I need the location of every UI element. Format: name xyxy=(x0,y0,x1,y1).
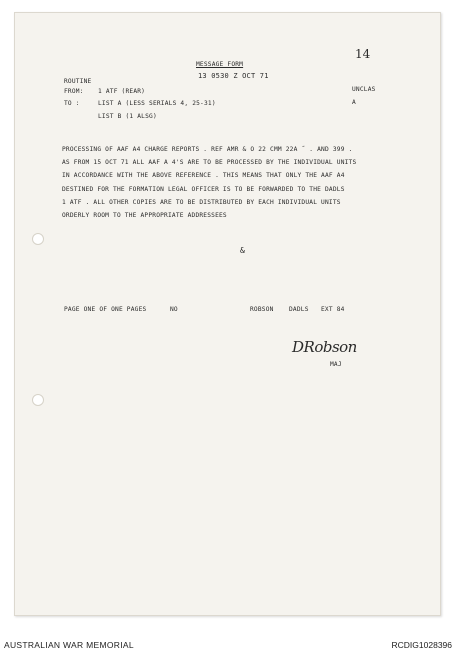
body-line-4: DESTINED FOR THE FORMATION LEGAL OFFICER IS TO BE FORWARDED TO THE DADLS xyxy=(62,186,345,193)
signature: DRobson xyxy=(292,338,357,356)
rank: MAJ xyxy=(330,361,342,368)
from-label: FROM: xyxy=(64,88,84,95)
page-count-no: NO xyxy=(170,306,178,313)
archive-footer xyxy=(0,636,458,654)
body-line-6: ORDERLY ROOM TO THE APPROPRIATE ADDRESSEES xyxy=(62,212,227,219)
to-label: TO : xyxy=(64,100,80,107)
end-mark: & xyxy=(240,246,246,255)
body-line-1: PROCESSING OF AAF A4 CHARGE REPORTS . REF AMR & O 22 CMM 22A ˝ . AND 399 . xyxy=(62,146,353,153)
to-line-2: LIST B (1 ALSG) xyxy=(98,113,157,120)
precedence: ROUTINE xyxy=(64,78,92,85)
classification: UNCLAS xyxy=(352,86,376,93)
body-line-5: 1 ATF . ALL OTHER COPIES ARE TO BE DISTRIBUTED BY EACH INDIVIDUAL UNITS xyxy=(62,199,341,206)
punch-hole-bottom xyxy=(32,394,44,406)
originator-name: ROBSON xyxy=(250,306,274,313)
extension: EXT 84 xyxy=(321,306,345,313)
footer-archive-name: AUSTRALIAN WAR MEMORIAL xyxy=(4,640,134,650)
footer-record-id: RCDIG1028396 xyxy=(391,640,452,650)
form-title: MESSAGE FORM xyxy=(196,61,244,68)
from-value: 1 ATF (REAR) xyxy=(98,88,146,95)
date-time-group: 13 0530 Z OCT 71 xyxy=(198,72,269,80)
body-line-3: IN ACCORDANCE WITH THE ABOVE REFERENCE . THIS MEANS THAT ONLY THE AAF A4 xyxy=(62,172,345,179)
classification-code: A xyxy=(352,99,356,106)
originator-appointment: DADLS xyxy=(289,306,309,313)
to-line-1: LIST A (LESS SERIALS 4, 25-31) xyxy=(98,100,216,107)
punch-hole-top xyxy=(32,233,44,245)
body-line-2: AS FROM 15 OCT 71 ALL AAF A 4'S ARE TO BE PROCESSED BY THE INDIVIDUAL UNITS xyxy=(62,159,357,166)
page-number: 14 xyxy=(355,47,371,61)
page-count: PAGE ONE OF ONE PAGES xyxy=(64,306,147,313)
